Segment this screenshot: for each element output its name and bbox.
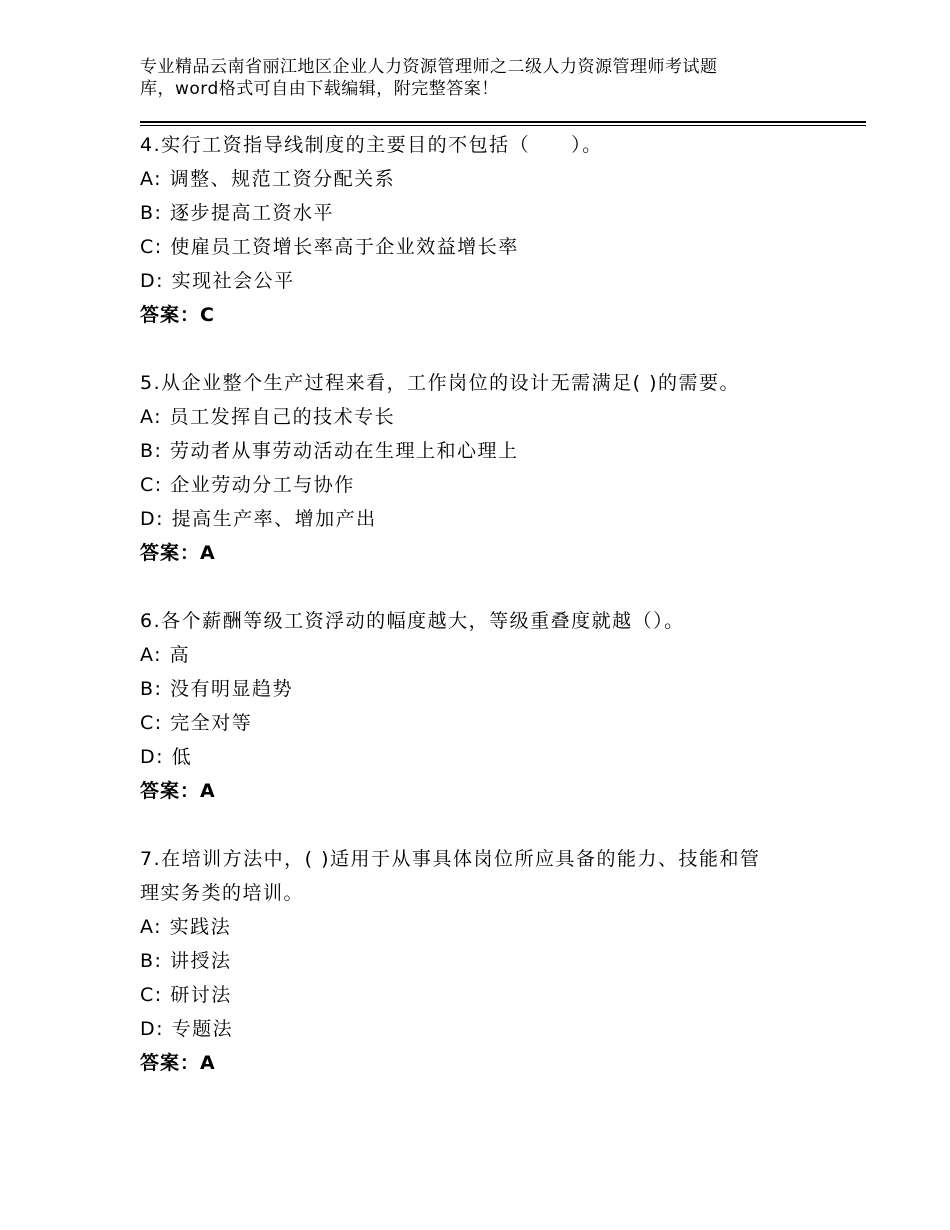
option-c: C: 研讨法 bbox=[140, 984, 232, 1006]
header-line-1: 专业精品云南省丽江地区企业人力资源管理师之二级人力资源管理师考试题 bbox=[140, 57, 718, 77]
question-stem: 6.各个薪酬等级工资浮动的幅度越大，等级重叠度就越（）。 bbox=[140, 610, 685, 632]
answer: 答案：C bbox=[140, 304, 215, 326]
question-stem-line-2: 理实务类的培训。 bbox=[140, 882, 305, 904]
question-stem: 5.从企业整个生产过程来看，工作岗位的设计无需满足( )的需要。 bbox=[140, 372, 740, 394]
option-a: A: 员工发挥自己的技术专长 bbox=[140, 406, 396, 428]
question-7 bbox=[140, 842, 840, 1080]
question-list bbox=[140, 128, 840, 1080]
question-6 bbox=[140, 604, 840, 808]
option-c: C: 使雇员工资增长率高于企业效益增长率 bbox=[140, 236, 519, 258]
option-a: A: 高 bbox=[140, 644, 191, 666]
option-b: B: 劳动者从事劳动活动在生理上和心理上 bbox=[140, 440, 519, 462]
option-a: A: 调整、规范工资分配关系 bbox=[140, 168, 396, 190]
question-stem-line-1: 7.在培训方法中，( )适用于从事具体岗位所应具备的能力、技能和管 bbox=[140, 848, 761, 870]
question-5 bbox=[140, 366, 840, 570]
option-d: D: 提高生产率、增加产出 bbox=[140, 508, 377, 530]
option-b: B: 逐步提高工资水平 bbox=[140, 202, 334, 224]
option-d: D: 专题法 bbox=[140, 1018, 234, 1040]
option-c: C: 企业劳动分工与协作 bbox=[140, 474, 355, 496]
header-divider-thick bbox=[140, 121, 866, 123]
option-b: B: 没有明显趋势 bbox=[140, 678, 293, 700]
document-header bbox=[140, 56, 820, 100]
option-a: A: 实践法 bbox=[140, 916, 232, 938]
question-stem: 4.实行工资指导线制度的主要目的不包括（ ）。 bbox=[140, 134, 603, 156]
option-d: D: 低 bbox=[140, 746, 193, 768]
header-line-2: 库，word格式可自由下载编辑，附完整答案！ bbox=[140, 79, 499, 99]
header-divider-thin bbox=[140, 125, 866, 126]
answer: 答案：A bbox=[140, 542, 216, 564]
option-b: B: 讲授法 bbox=[140, 950, 232, 972]
answer: 答案：A bbox=[140, 1052, 216, 1074]
question-4 bbox=[140, 128, 840, 332]
option-c: C: 完全对等 bbox=[140, 712, 253, 734]
option-d: D: 实现社会公平 bbox=[140, 270, 295, 292]
answer: 答案：A bbox=[140, 780, 216, 802]
